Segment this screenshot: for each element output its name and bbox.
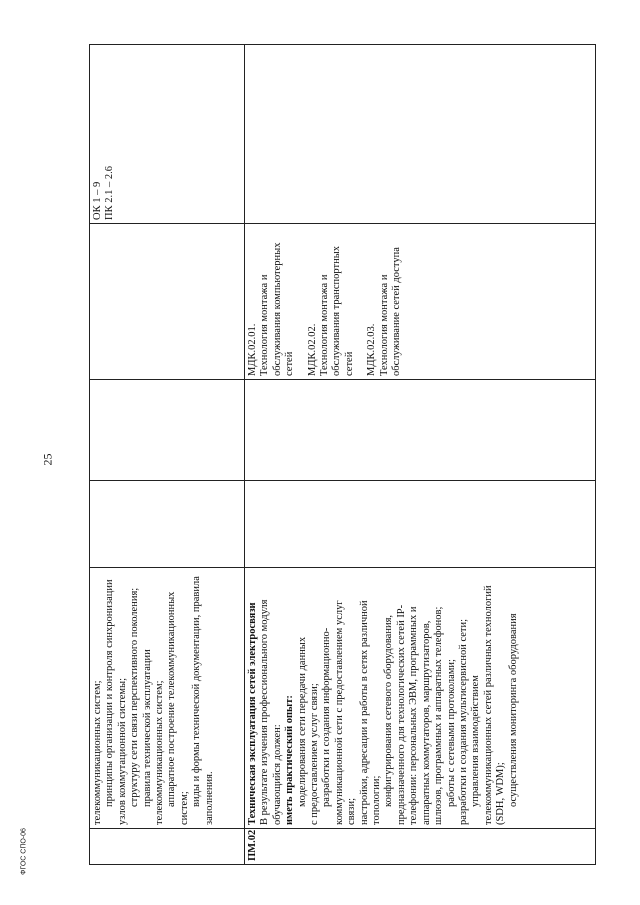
text-line: разработки и создания мультисервисной сети;	[457, 618, 469, 825]
text-line: структуру сети связи перспективного поколения;	[129, 587, 141, 807]
footer-code: ФГОС СПО-06	[20, 828, 28, 875]
competency-ok: ОК 1 – 9	[92, 181, 103, 220]
description-cell	[90, 568, 245, 829]
text-line: телекоммуникационных сетей различных технологий	[482, 585, 494, 825]
module-title: Техническая эксплуатация сетей электросвязи	[247, 602, 258, 825]
text-line: топологии;	[371, 775, 383, 825]
mdk-item	[366, 227, 403, 376]
module-intro: В результате изучения профессионального модуля обучающийся должен:	[259, 599, 283, 825]
mdk-code: МДК.02.01.	[247, 323, 258, 376]
text-line: аппаратное построение телекоммуникационных	[166, 591, 178, 807]
mdk-name: Технология монтажа и обслуживания компьютерных сетей	[259, 242, 296, 376]
description-lines	[92, 571, 216, 825]
mdk-code: МДК.02.02.	[306, 323, 318, 376]
page-number: 25	[40, 453, 55, 466]
text-line: настройки, адресации и работы в сетях различной	[358, 600, 370, 825]
text-line: (SDH, WDM);	[495, 762, 507, 825]
hours-cell-1	[245, 481, 596, 568]
competency-cell	[245, 45, 596, 224]
text-line: систем;	[178, 791, 190, 825]
hours-cell-2	[90, 380, 245, 481]
mdk-code: МДК.02.03.	[366, 323, 378, 376]
text-line: аппаратных коммутаторов, маршрутизаторов,	[420, 620, 432, 825]
mdk-name: Технология монтажа и обслуживание сетей доступа	[378, 247, 403, 376]
text-line: принципы организации и контроля синхронизации	[104, 579, 116, 807]
text-line: связи;	[346, 798, 358, 825]
practice-heading: иметь практический опыт:	[284, 695, 296, 825]
text-line: телекоммуникационных систем;	[92, 680, 103, 825]
text-line: коммуникационной сети с предоставлением услуг	[333, 600, 345, 825]
mdk-item	[307, 227, 357, 376]
mdk-cell	[245, 224, 596, 380]
text-line: осуществления мониторинга оборудования	[507, 613, 519, 807]
mdk-cell	[90, 224, 245, 380]
text-line: правила технической эксплуатации	[141, 649, 153, 807]
text-line: конфигурирования сетевого оборудования,	[383, 614, 395, 807]
rotated-table-area	[89, 44, 596, 865]
module-code: ПМ.02	[245, 829, 596, 865]
text-line: заполнения.	[203, 771, 215, 825]
mdk-item	[247, 227, 297, 376]
text-line: работы с сетевыми протоколами;	[445, 659, 457, 807]
text-line: виды и формы технической документации, правила	[191, 576, 203, 807]
text-line: разработки и создания информационно-	[321, 627, 333, 807]
text-line: управления взаимодействием	[470, 675, 482, 807]
practice-lines	[297, 571, 520, 825]
competency-pk: ПК 2.1 – 2.6	[104, 166, 116, 220]
module-description-cell	[245, 568, 596, 829]
curriculum-table	[89, 44, 596, 865]
text-line: узлов коммутационной системы;	[116, 677, 128, 825]
text-line: телекоммуникационных систем;	[154, 680, 166, 825]
code-cell	[90, 829, 245, 865]
hours-cell-1	[90, 481, 245, 568]
competency-cell	[90, 45, 245, 224]
text-line: предназначенного для технологических сетей IP-	[395, 604, 407, 825]
mdk-name: Технология монтажа и обслуживания транспортных сетей	[319, 245, 355, 376]
text-line: телефонии: персональных ЭВМ, программных и	[408, 606, 420, 825]
table-row	[245, 45, 596, 865]
table-row	[90, 45, 245, 865]
text-line: с предоставлением услуг связи;	[309, 683, 321, 825]
text-line: шлюзов, программных и аппаратных телефонов;	[433, 606, 445, 825]
text-line: моделирования сети передачи данных	[296, 636, 308, 807]
hours-cell-2	[245, 380, 596, 481]
